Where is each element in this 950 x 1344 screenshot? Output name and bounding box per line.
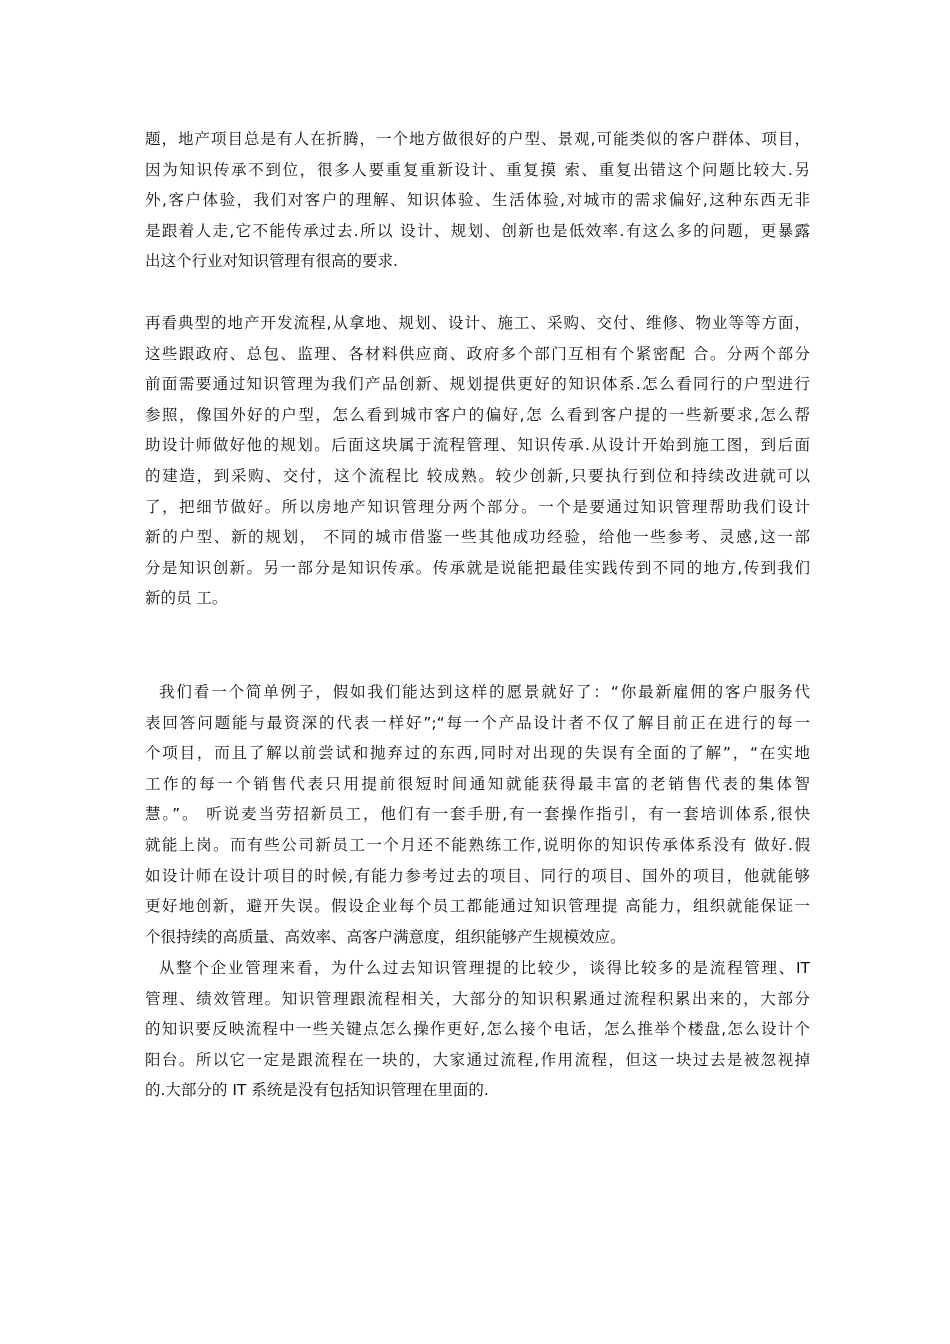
paragraph-line: 新的员 工。: [145, 589, 228, 608]
paragraph-line: 分是知识创新。另一部分是知识传承。传承就是说能把最佳实践传到不同的地方,传到我们: [145, 558, 810, 577]
paragraph-line: 的建造，到采购、交付，这个流程比 较成熟。较少创新,只要执行到位和持续改进就可以: [145, 466, 810, 485]
paragraph-line: 个项目，而且了解以前尝试和抛弃过的东西,同时对出现的失误有全面的了解”，“在实地: [145, 744, 810, 763]
paragraph-line: 再看典型的地产开发流程,从拿地、规划、设计、施工、采购、交付、维修、物业等等方面，: [145, 314, 810, 332]
paragraph-line: 阳台。所以它一定是跟流程在一块的，大家通过流程,作用流程，但这一块过去是被忽视掉: [145, 1050, 810, 1069]
paragraph-line: 个很持续的高质量、高效率、高客户满意度，组织能够产生规模效应。: [145, 927, 626, 946]
paragraph-1: [145, 124, 810, 277]
paragraph-line: 是跟着人走,它不能传承过去.所以 设计、规划、创新也是低效率.有这么多的问题，更暴露: [145, 221, 810, 240]
paragraph-line: 这些跟政府、总包、监理、各材料供应商、政府多个部门互相有个紧密配 合。分两个部分: [145, 344, 810, 363]
paragraph-line: 我们看一个简单例子，假如我们能达到这样的愿景就好了：“你最新雇佣的客户服务代: [159, 683, 810, 701]
paragraph-line: 就能上岗。而有些公司新员工一个月还不能熟练工作,说明你的知识传承体系没有 做好.假: [145, 835, 810, 854]
paragraph-line: 慧。”。 听说麦当劳招新员工，他们有一套手册,有一套操作指引，有一套培训体系,很快: [145, 805, 810, 824]
paragraph-line: 参照，像国外好的户型，怎么看到城市客户的偏好,怎 么看到客户提的一些新要求,怎么帮: [145, 405, 810, 424]
paragraph-line: 管理、绩效管理。知识管理跟流程相关，大部分的知识积累通过流程积累出来的，大部分: [145, 989, 810, 1008]
paragraph-line: 工作的每一个销售代表只用提前很短时间通知就能获得最丰富的老销售代表的集体智: [145, 774, 810, 793]
paragraph-line: 出这个行业对知识管理有很高的要求.: [145, 252, 398, 271]
paragraph-line: 前面需要通过知识管理为我们产品创新、规划提供更好的知识体系.怎么看同行的户型进行: [145, 375, 810, 394]
paragraph-line: 助设计师做好他的规划。后面这块属于流程管理、知识传承.从设计开始到施工图，到后面: [145, 436, 810, 455]
paragraph-4: [145, 953, 810, 1106]
paragraph-line: 的.大部分的 IT 系统是没有包括知识管理在里面的.: [145, 1081, 489, 1100]
paragraph-line: 的知识要反映流程中一些关键点怎么操作更好,怎么接个电话，怎么推举个楼盘,怎么设计个: [145, 1020, 810, 1039]
paragraph-line: 题，地产项目总是有人在折腾，一个地方做很好的户型、景观,可能类似的客户群体、项目，: [145, 130, 810, 148]
paragraph-line: 从整个企业管理来看，为什么过去知识管理提的比较少，谈得比较多的是流程管理、IT: [159, 959, 810, 977]
paragraph-line: 如设计师在设计项目的时候,有能力参考过去的项目、同行的项目、国外的项目，他就能够: [145, 866, 810, 885]
paragraph-line: 了，把细节做好。所以房地产知识管理分两个部分。一个是要通过知识管理帮助我们设计: [145, 497, 810, 516]
paragraph-3: [145, 677, 810, 952]
paragraph-2: [145, 308, 810, 614]
paragraph-line: 表回答问题能与最资深的代表一样好”;“每一个产品设计者不仅了解目前正在进行的每一: [145, 713, 810, 732]
paragraph-line: 因为知识传承不到位，很多人要重复重新设计、重复摸 索、重复出错这个问题比较大.另: [145, 160, 810, 179]
paragraph-line: 外,客户体验，我们对客户的理解、知识体验、生活体验,对城市的需求偏好,这种东西无非: [145, 191, 810, 210]
paragraph-line: 新的户型、新的规划， 不同的城市借鉴一些其他成功经验，给他一些参考、灵感,这一部: [145, 528, 810, 547]
paragraph-line: 更好地创新，避开失误。假设企业每个员工都能通过知识管理提 高能力，组织就能保证一: [145, 897, 810, 916]
